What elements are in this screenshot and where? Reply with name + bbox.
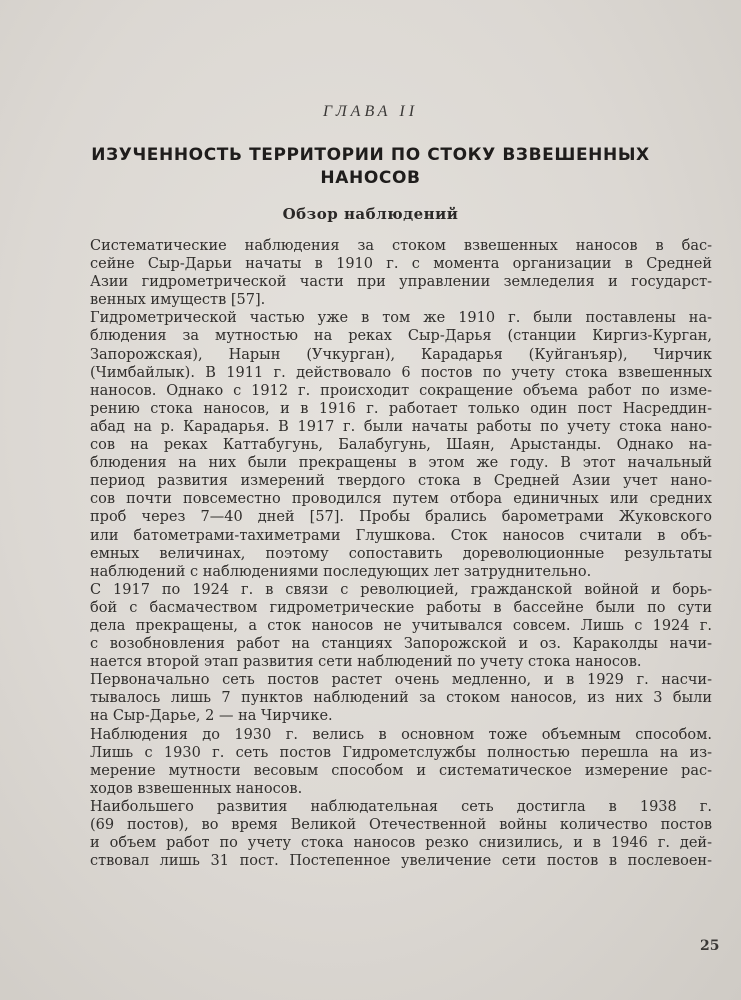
text-line: Наблюдения до 1930 г. велись в основном тоже объемным способом. — [90, 726, 712, 743]
text-line: тывалось лишь 7 пунктов наблюдений за стоком наносов, из них 3 были — [90, 690, 712, 707]
text-line: Наибольшего развития наблюдательная сеть достигла в 1938 г. — [90, 798, 712, 815]
text-line: мерение мутности весовым способом и систематическое измерение рас- — [90, 762, 712, 779]
text-line: абад на р. Карадарья. В 1917 г. были начаты работы по учету стока нано- — [90, 418, 712, 435]
text-line: (Чимбайлык). В 1911 г. действовало 6 постов по учету стока взвешенных — [90, 364, 712, 381]
text-line: период развития измерений твердого стока в Средней Азии учет нано- — [90, 473, 712, 490]
page-number: 25 — [700, 938, 720, 954]
text-line: Лишь с 1930 г. сеть постов Гидрометслужбы полностью перешла на из- — [90, 744, 712, 761]
text-line: (69 постов), во время Великой Отечественной войны количество постов — [90, 817, 712, 833]
text-line: с возобновления работ на станциях Запорожской и оз. Караколды начи- — [90, 636, 712, 653]
text-line: проб через 7—40 дней [57]. Пробы брались барометрами Жуковского — [90, 509, 712, 526]
text-line: сов почти повсеместно проводился путем отбора единичных или средних — [90, 491, 712, 508]
chapter-label: ГЛАВА II — [322, 103, 419, 120]
text-line: наносов. Однако с 1912 г. происходит сокращение объема работ по изме- — [90, 382, 712, 399]
text-line: или батометрами-тахиметрами Глушкова. Сток наносов считали в объ- — [90, 527, 712, 544]
text-line: Запорожская), Нарын (Учкурган), Карадарья (Куйганъяр), Чирчик — [90, 346, 712, 363]
text-line: нается второй этап развития сети наблюдений по учету стока наносов. — [90, 654, 642, 671]
text-line: блюдения за мутностью на реках Сыр-Дарья (станции Киргиз-Курган, — [90, 328, 712, 345]
text-line: дела прекращены, а сток наносов не учитывался совсем. Лишь с 1924 г. — [90, 617, 712, 634]
text-line: блюдения на них были прекращены в этом же году. В этот начальный — [90, 455, 712, 472]
body-text — [90, 237, 712, 870]
text-line: рению стока наносов, и в 1916 г. работает только один пост Насреддин- — [90, 400, 712, 417]
text-line: наблюдений с наблюдениями последующих лет затруднительно. — [90, 563, 592, 580]
text-line: на Сыр-Дарье, 2 — на Чирчике. — [90, 708, 333, 725]
chapter-title: ИЗУЧЕННОСТЬ ТЕРРИТОРИИ ПО СТОКУ ВЗВЕШЕННЫХ НАНОСОВ — [91, 145, 650, 188]
section-subtitle: Обзор наблюдений — [282, 205, 459, 223]
text-line: Гидрометрической частью уже в том же 1910 г. были поставлены на- — [90, 310, 712, 327]
text-line: и объем работ по учету стока наносов резко снизились, и в 1946 г. дей- — [90, 835, 712, 852]
text-line: венных имуществ [57]. — [90, 292, 266, 309]
text-line: Систематические наблюдения за стоком взвешенных наносов в бас- — [90, 238, 712, 254]
text-line: ствовал лишь 31 пост. Постепенное увеличение сети постов в послевоен- — [90, 853, 712, 870]
text-line: ходов взвешенных наносов. — [90, 780, 303, 797]
text-line: бой с басмачеством гидрометрические работы в бассейне были по сути — [90, 599, 712, 616]
text-line: Первоначально сеть постов растет очень медленно, и в 1929 г. насчи- — [90, 672, 712, 689]
text-line: емных величинах, поэтому сопоставить дореволюционные результаты — [90, 545, 712, 562]
text-line: Азии гидрометрической части при управлении земледелия и государст- — [90, 274, 712, 291]
text-line: С 1917 по 1924 г. в связи с революцией, гражданской войной и борь- — [90, 581, 712, 598]
text-line: сейне Сыр-Дарьи начаты в 1910 г. с момента организации в Средней — [90, 256, 712, 273]
text-line: сов на реках Каттабугунь, Балабугунь, Шаян, Арыстанды. Однако на- — [90, 437, 712, 454]
